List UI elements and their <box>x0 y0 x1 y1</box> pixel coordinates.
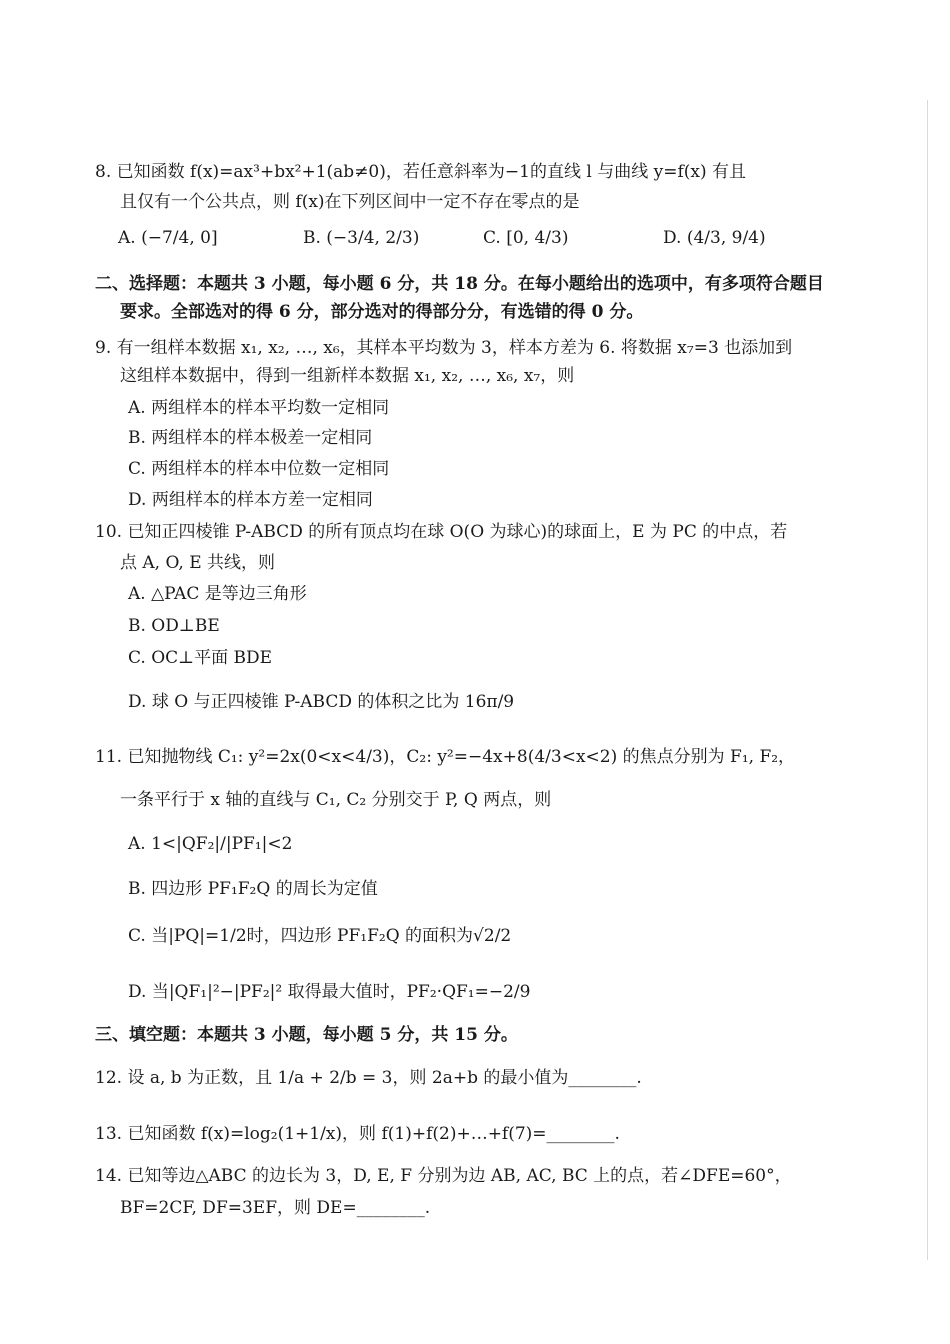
q14-line1: 14. 已知等边△ABC 的边长为 3，D, E, F 分别为边 AB, AC, BC 上的点，若∠DFE=60°， <box>95 1166 792 1186</box>
q10-option-a: A. △PAC 是等边三角形 <box>128 584 307 604</box>
q11-option-d: D. 当|QF₁|²−|PF₂|² 取得最大值时，PF₂·QF₁=−2/9 <box>128 982 531 1002</box>
q8-option-d: D. (4/3, 9/4) <box>663 228 766 248</box>
q10-option-c: C. OC⊥平面 BDE <box>128 648 273 668</box>
q8-option-c: C. [0, 4/3) <box>483 228 569 248</box>
section2-heading: 二、选择题：本题共 3 小题，每小题 6 分，共 18 分。在每小题给出的选项中，有多项符合题目 <box>95 274 824 294</box>
q9-option-d: D. 两组样本的样本方差一定相同 <box>128 490 373 510</box>
q8-option-b: B. (−3/4, 2/3) <box>303 228 420 248</box>
q14-line2: BF=2CF, DF=3EF，则 DE=________. <box>120 1198 431 1218</box>
q10-line2: 点 A, O, E 共线，则 <box>120 553 276 573</box>
q9-line1: 9. 有一组样本数据 x₁, x₂, …, x₆，其样本平均数为 3，样本方差为 6. 将数据 x₇=3 也添加到 <box>95 338 793 358</box>
q13-line1: 13. 已知函数 f(x)=log₂(1+1/x)，则 f(1)+f(2)+…+f(7)=________. <box>95 1124 620 1144</box>
section2-instructions: 要求。全部选对的得 6 分，部分选对的得部分分，有选错的得 0 分。 <box>120 302 644 322</box>
q10-line1: 10. 已知正四棱锥 P-ABCD 的所有顶点均在球 O(O 为球心)的球面上，E 为 PC 的中点，若 <box>95 522 788 542</box>
q9-option-a: A. 两组样本的样本平均数一定相同 <box>128 398 390 418</box>
section3-heading: 三、填空题：本题共 3 小题，每小题 5 分，共 15 分。 <box>95 1025 518 1045</box>
q9-option-b: B. 两组样本的样本极差一定相同 <box>128 428 373 448</box>
q10-option-b: B. OD⊥BE <box>128 616 220 636</box>
q11-line1: 11. 已知抛物线 C₁: y²=2x(0<x<4/3)，C₂: y²=−4x+8(4/3<x<2) 的焦点分别为 F₁, F₂， <box>95 747 796 767</box>
q10-option-d: D. 球 O 与正四棱锥 P-ABCD 的体积之比为 16π/9 <box>128 692 515 712</box>
q11-option-c: C. 当|PQ|=1/2时，四边形 PF₁F₂Q 的面积为√2/2 <box>128 926 512 946</box>
page-edge-line <box>927 100 928 1260</box>
q8-line1: 8. 已知函数 f(x)=ax³+bx²+1(ab≠0)，若任意斜率为−1的直线 l 与曲线 y=f(x) 有且 <box>95 162 746 182</box>
q8-option-a: A. (−7/4, 0] <box>118 228 218 248</box>
q11-option-a: A. 1<|QF₂|/|PF₁|<2 <box>128 834 293 854</box>
q11-line2: 一条平行于 x 轴的直线与 C₁, C₂ 分别交于 P, Q 两点，则 <box>120 790 552 810</box>
q8-line2: 且仅有一个公共点，则 f(x)在下列区间中一定不存在零点的是 <box>120 192 580 212</box>
q9-line2: 这组样本数据中，得到一组新样本数据 x₁, x₂, …, x₆, x₇，则 <box>120 366 575 386</box>
q11-option-b: B. 四边形 PF₁F₂Q 的周长为定值 <box>128 879 378 899</box>
q12-line1: 12. 设 a, b 为正数，且 1/a + 2/b = 3，则 2a+b 的最小值为________. <box>95 1068 642 1088</box>
q9-option-c: C. 两组样本的样本中位数一定相同 <box>128 459 390 479</box>
